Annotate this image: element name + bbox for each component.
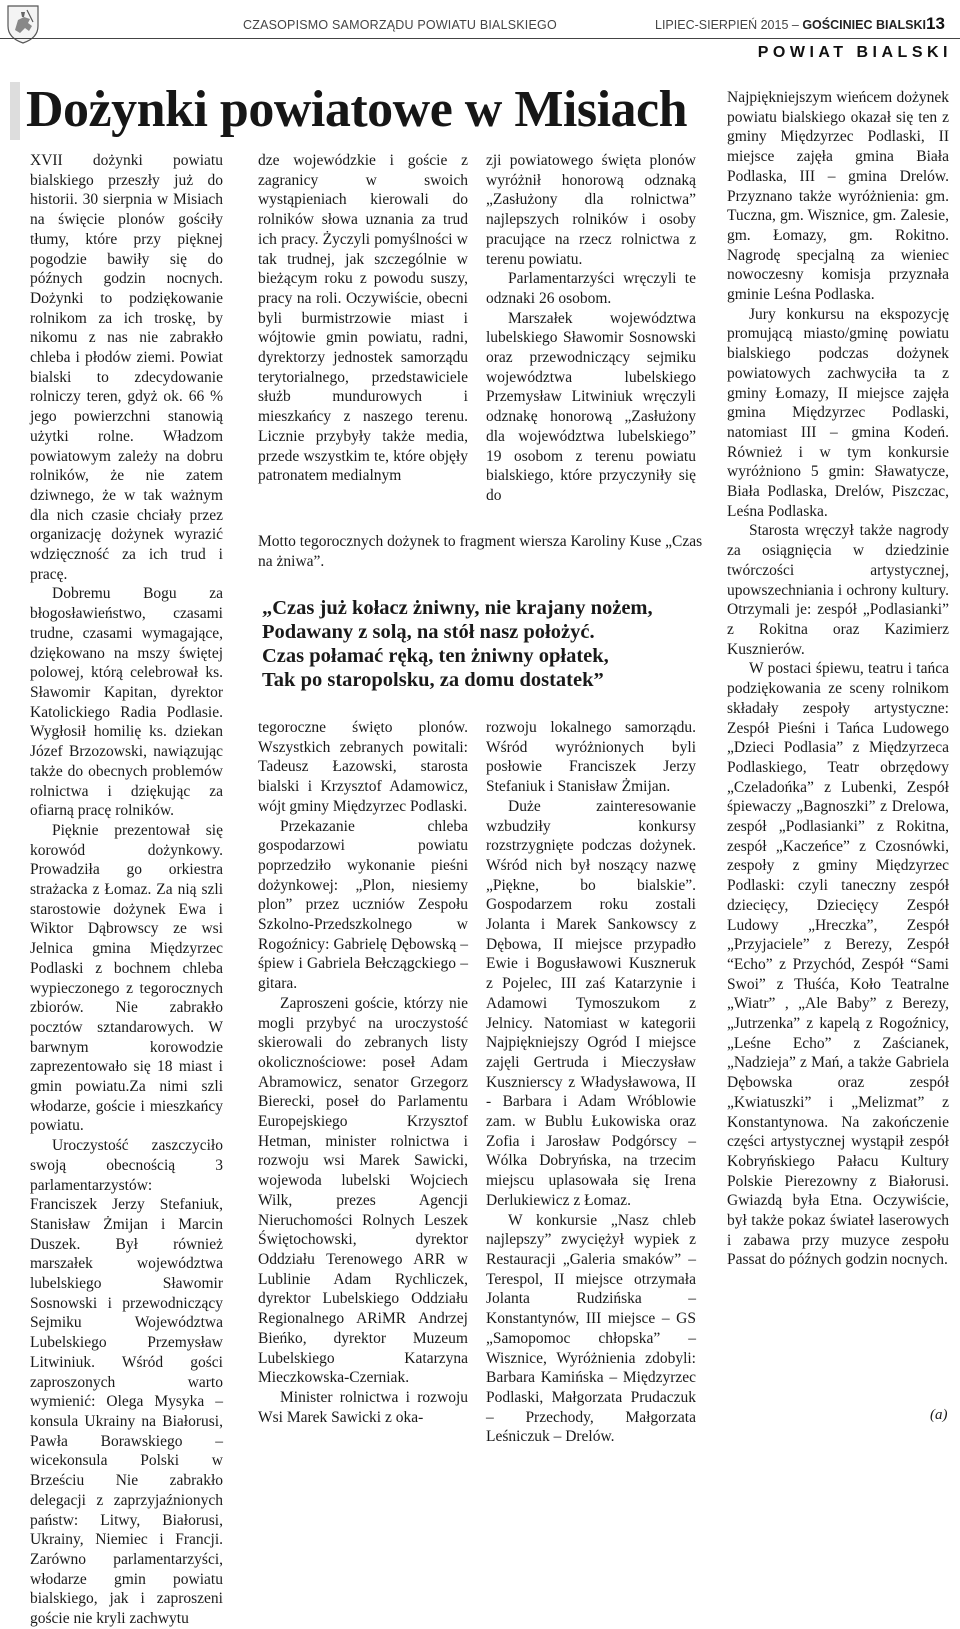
column-4 bbox=[727, 88, 949, 1270]
paragraph: Zaproszeni goście, którzy nie mogli przybyć na uroczystość skierowali do zebranych listy okolicznościowe: poseł Adam Abramowicz, senator Grzegorz Bierecki, poseł do Parlamentu Europejskiego Krzysztof Hetman, minister rolnictwa i rozwoju wsi Marek Sawicki, wojewoda lubelski Wojciech Wilk, prezes Agencji Nieruchomości Rolnych Leszek Świętochowski, dyrektor Oddziału Terenowego ARR w Lublinie Adam Rychliczek, dyrektor Lubelskiego Oddziału Regionalnego ARiMR Andrzej Bieńko, dyrektor Muzeum Lubelskiego Katarzyna Mieczkowska-Czerniak. bbox=[258, 994, 468, 1387]
article-title: Dożynki powiatowe w Misiach bbox=[26, 81, 688, 138]
column-3-top bbox=[486, 151, 696, 506]
paragraph: Duże zainteresowanie wzbudziły konkursy rozstrzygnięte podczas dożynek. Wśród nich był noszący nazwę „Piękne, bo bialskie”. Gospodarzem roku zostali Jolanta i Marek Sankowscy z Dębowa, II miejsce przypadło Ewie i Bogusławowi Kuszneruk z Pojelec, III zaś Katarzynie i Adamowi Tymoszukom z Jelnicy. Natomiast w kategorii Najpiękniejszy Ogród I miejsce zajęli Gertruda i Mieczysław Kusznierscy z Władysławowa, II - Barbara i Adam Wróblowie zam. w Bublu Łukowiska oraz Zofia i Jarosław Podgórscy – Wólka Dobryńska, na trzecim miejscu uplasowała się Irena Derlukiewicz z Łomaz. bbox=[486, 797, 696, 1209]
paragraph: zji powiatowego święta plonów wyróżnił honorową odznaką „Zasłużony dla rolnictwa” najlepszych rolników i osoby pracujące na rzecz rolnictwa z terenu powiatu. bbox=[486, 152, 696, 268]
paragraph: Jury konkursu na ekspozycję promującą miasto/gminę powiatu bialskiego podczas dożynek powiatowych zachwyciła ta z gminy Łomazy, II miejsce zajęła gmina Międzyrzec Podlaski, natomiast III – gmina Kodeń. Również i w tym konkursie wyróżniono 5 gmin: Sławatycze, Biała Podlaska, Drelów, Piszczac, Leśna Podlaska. bbox=[727, 305, 949, 520]
paragraph: Przekazanie chleba gospodarzowi powiatu poprzedziło wykonanie pieśni dożynkowej: „Plon, niesiemy plon” przez uczniów Zespołu Szkolno-Przedszkolnego w Rogoźnicy: Gabrielę Dębowską – śpiew i Gabriela Bełczągckiego – gitara. bbox=[258, 817, 468, 993]
paragraph: Dobremu Bogu za błogosławieństwo, czasami trudne, czasami wymagające, dziękowano na mszy świętej polowej, którą celebrował ks. Sławomir Kapitan, dyrektor Katolickiego Radia Podlasie. Wygłosił homilię ks. dziekan Józef Brzozowski, nawiązując także do obecnych problemów rolnictwa i dziękując za ofiarną pracę rolników. bbox=[30, 585, 223, 820]
paragraph: XVII dożynki powiatu bialskiego przeszły już do historii. 30 sierpnia w Misiach na święcie plonów gościły tłumy, które przy pięknej pogodzie bawiły się do późnych godzin nocnych. Dożynki to podziękowanie rolnikom za ich troskę, by nikomu z nas nie zabrakło chleba i płodów ziemi. Powiat bialski to zdecydowanie rolniczy teren, gdyż ok. 66 % jego powierzchni stanowią użytki rolne. Władzom powiatowym zależy na dobru rolników, że nie zatem dziwnego, że w tak ważnym dla nich czasie chciały przez organizację dożynek wyrazić wdzięczność za ich trud i pracę. bbox=[30, 152, 223, 583]
column-2-top bbox=[258, 151, 468, 486]
column-3-bottom bbox=[486, 718, 696, 1447]
region-banner: POWIAT BIALSKI bbox=[757, 44, 952, 61]
issue-date: LIPIEC-SIERPIEŃ 2015 bbox=[655, 18, 789, 32]
paragraph: Uroczystość zaszczyciło swoją obecnością 3 parlamentarzystów: Franciszek Jerzy Stefaniuk, Stanisław Żmijan i Marcin Duszek. Był również marszałek województwa lubelskiego Sławomir Sosnowski i przewodniczący Sejmiku Województwa Lubelskiego Przemysław Litwiniuk. Wśród gości zaproszonych warto wymienić: Olega Mysyka – konsula Ukrainy na Białorusi, Pawła Borawskiego – wicekonsula Polski w Brześciu Nie zabrakło delegacji z zaprzyjaźnionych państw: Litwy, Białorusi, Ukrainy, Niemiec i Francji. Zarówno parlamentarzyści, włodarze gmin powiatu bialskiego, jak i zaproszeni goście nie kryli zachwytu bbox=[30, 1137, 223, 1628]
section-name: GOŚCINIEC BIALSKI bbox=[802, 18, 926, 32]
column-1 bbox=[30, 151, 223, 1629]
paragraph: Marszałek województwa lubelskiego Sławomir Sosnowski oraz przewodniczący sejmiku województwa lubelskiego Przemysław Litwiniuk wręczyli odznakę honorową „Zasłużony dla województwa lubelskiego” 19 osobom z terenu powiatu bialskiego, które przyczyniły się do bbox=[486, 309, 696, 504]
paragraph: Pięknie prezentował się korowód dożynkowy. Prowadziła go orkiestra strażacka z Łomaz. Za nią szli starostowie dożynek Ewa i Wiktor Dąbrowscy ze wsi Jelnica gmina Międzyrzec Podlaski z bochnem chleba wypieczonego z tegorocznych zbiorów. Nie zabrakło pocztów sztandarowych. W barwnym korowodzie zaprezentowało się 18 miast i gmin powiatu.Za nimi szli włodarze, goście i mieszkańcy powiatu. bbox=[30, 821, 223, 1135]
quote-line: Tak po staropolsku, za domu dostatek” bbox=[262, 669, 604, 691]
motto-text: Motto tegorocznych dożynek to fragment wiersza Karoliny Kuse „Czas na żniwa”. bbox=[258, 533, 703, 570]
paragraph: rozwoju lokalnego samorządu. Wśród wyróżnionych byli posłowie Franciszek Jerzy Stefaniuk i Stanisław Żmijan. bbox=[486, 719, 696, 796]
quote-line: „Czas już kołacz żniwny, nie krajany nożem, bbox=[262, 597, 653, 619]
paragraph: dze wojewódzkie i goście z zagranicy w swoich wystąpieniach kierowali do rolników słowa uznania za trud ich pracy. Życzyli pomyślności w tak trudnej, jak szczególnie w bieżącym roku z powodu suszy, pracy na roli. Oczywiście, obecni byli burmistrzowie miast i wójtowie gmin powiatu, radni, dyrektorzy jednostek samorządu terytorialnego, przedstawiciele służb mundurowych i mieszkańcy z naszego terenu. Licznie przybyły także media, przede wszystkim te, które objęły patronatem medialnym bbox=[258, 152, 468, 485]
issue-header bbox=[655, 18, 926, 32]
column-2-bottom bbox=[258, 718, 468, 1427]
paragraph: Minister rolnictwa i rozwoju Wsi Marek Sawicki z oka- bbox=[258, 1388, 468, 1426]
page-number: 13 bbox=[926, 14, 945, 33]
magazine-name: CZASOPISMO SAMORZĄDU POWIATU BIALSKIEGO bbox=[243, 18, 557, 32]
quote-line: Czas połamać ręką, ten żniwny opłatek, bbox=[262, 645, 609, 667]
title-accent-bar bbox=[10, 82, 20, 140]
poem-quote bbox=[262, 596, 722, 692]
paragraph: Parlamentarzyści wręczyli te odznaki 26 osobom. bbox=[486, 270, 696, 307]
paragraph: Starosta wręczył także nagrody za osiągnięcia w dziedzinie twórczości artystycznej, upowszechniania i ochrony kultury. Otrzymali je: zespół „Podlasianki” z Rokitna oraz Kazimierz Kusznierów. bbox=[727, 522, 949, 658]
paragraph: W postaci śpiewu, teatru i tańca podziękowania ze sceny rolnikom składały zespoły artystyczne: Zespół Pieśni i Tańca Ludowego „Dzieci Podlasia” z Międzyrzeca Podlaskiego, Teatr obrzędowy „Czeladońka” z Lubenki, Zespół śpiewaczy „Bagnoszki” z Drelowa, zespół „Podlasianki” z Rokitna, zespół „Kaczeńce” z Czosnówki, zespoły z gminy Międzyrzec Podlaski: czyli taneczny zespół dziecięcy, Dziecięcy Zespół Ludowy „Hreczka”, Zespół „Przyjaciele” z Berezy, Zespół “Echo” z Przychód, Zespół “Sami Swoi” z Tłuśća, Koło Teatralne „Wiatr” , „Ale Baby” z Berezy, „Jutrzenka” z kapelą z Rogoźnicy, „Leśne Echo” z Zaścianek, „Nadzieja” z Mań, a także Gabriela Dębowska oraz zespół „Kwiatuszki” i „Melizmat” z Konstantynowa. Na zakończenie części artystycznej wystąpił zespół Kobryńskiego Pałacu Kultury Polskie Pierezowny z Białorusi. Gwiazdą była Etna. Oczywiście, był także pokaz świateł laserowych i zabawa przy muzyce zespołu Passat do późnych godzin nocnych. bbox=[727, 660, 949, 1269]
paragraph: Najpiękniejszym wieńcem dożynek powiatu bialskiego okazał się ten z gminy Międzyrzec Podlaski, II miejsce zajęła gmina Biała Podlaska, III – gmina Drelów. Przyznano także wyróżnienia: gm. Tuczna, gm. Wisznice, gm. Zalesie, gm. Łomazy, gm. Rokitno. Nagrodę specjalną za wieniec nowoczesny komisja przyznała gminie Leśna Podlaska. bbox=[727, 89, 949, 304]
header-rule bbox=[0, 38, 960, 39]
header-separator: – bbox=[791, 18, 799, 32]
paragraph: W konkursie „Nasz chleb najlepszy” zwyciężył wypiek z Restauracji „Galeria smaków” – Terespol, II miejsce otrzymała Jolanta Rudzińska – Konstantynów, III miejsce – GS „Samopomoc chłopska” – Wisznice, Wyróżnienia zdobyli: Barbara Kamińska – Międzyrzec Podlaski, Małgorzata Prudaczuk – Przechody, Małgorzata Leśniczuk – Drelów. bbox=[486, 1211, 696, 1446]
quote-line: Podawany z solą, na stół nasz położyć. bbox=[262, 621, 595, 643]
author-signature: (a) bbox=[930, 1407, 948, 1423]
paragraph: tegoroczne święto plonów. Wszystkich zebranych powitali: Tadeusz Łazowski, starosta bialski i Krzysztof Adamowicz, wójt gminy Międzyrzec Podlaski. bbox=[258, 719, 468, 815]
